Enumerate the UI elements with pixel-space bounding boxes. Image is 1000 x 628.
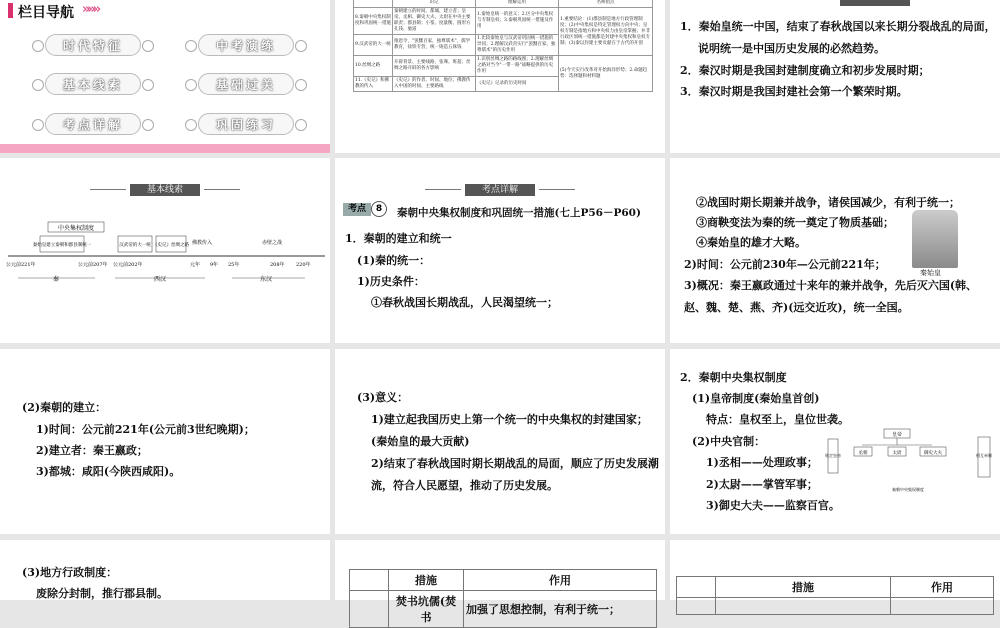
text-line: 流，符合人民愿望，推动了历史发展。 <box>371 479 558 492</box>
text-line: (2)秦朝的建立： <box>22 401 107 414</box>
table-cell: 《史记》的作者、时间、地位；佛教传入中国的时间、主要路线 <box>393 77 476 92</box>
text-line: 特点：皇权至上，皇位世袭。 <box>706 413 849 426</box>
table-row <box>354 8 653 35</box>
text-line: (1)皇帝制度(秦始皇首创) <box>692 392 820 405</box>
timeline-tick: 208年 <box>270 262 285 268</box>
text-line: 2)结束了春秋战国时期长期战乱的局面，顺应了历史发展潮 <box>371 457 659 470</box>
text-line: 说明统一是中国历史发展的必然趋势。 <box>698 42 885 55</box>
diagram-label: 御史大夫 <box>924 451 942 456</box>
slide-central-system[interactable] <box>670 349 1000 534</box>
timeline-tick: 220年 <box>296 262 311 268</box>
kaodian-badge: 考点 <box>343 203 371 216</box>
text-line: ③商鞅变法为秦的统一奠定了物质基础； <box>696 216 894 229</box>
slide-timeline[interactable] <box>0 158 330 343</box>
text-line: 1)历史条件： <box>357 275 425 288</box>
nav-bottom-bar <box>0 144 330 153</box>
text-line: ④秦始皇的雄才大略。 <box>696 236 806 249</box>
slide-curriculum-table[interactable] <box>335 0 665 153</box>
slide-meaning[interactable] <box>335 349 665 534</box>
diagram-caption: 秦朝中央集权制度 <box>892 487 924 492</box>
text-line: 3)概况：秦王嬴政通过十来年的兼并战争，先后灭六国(韩、 <box>684 279 978 292</box>
period-label: 秦 <box>52 276 60 283</box>
table-cell: 开辟背景、主要线路，张骞、班超；丝绸之路开辟的各方影响 <box>393 56 476 77</box>
text-line: 3)都城：咸阳(今陕西咸阳)。 <box>36 465 181 478</box>
text-line: 废除分封制，推行郡县制。 <box>36 587 168 600</box>
nav-accent-bar <box>8 3 13 18</box>
timeline-tick: 9年 <box>210 262 219 268</box>
banner-fragment <box>840 0 910 6</box>
table-cell: (5)今天实行改革对开始海洋形势；2.命题趋势：选择题和材料题 <box>559 56 653 92</box>
table-header-cell <box>677 577 716 598</box>
timeline-box-label: 《史记》丝绸之路 <box>153 243 189 248</box>
table-cell-topic: 10.丝绸之路 <box>354 56 393 77</box>
table-cell: 《史记》记录的历史时间 <box>476 77 559 92</box>
nav-button-clue[interactable]: 基本线索 <box>45 73 141 95</box>
table-header-cell: 作用 <box>891 577 994 598</box>
slide-establishment[interactable] <box>0 349 330 534</box>
timeline-tick: 公元前221年 <box>6 262 36 268</box>
timeline-tick: 公元前207年 <box>78 262 108 268</box>
text-line: 2)时间：公元前230年—公元前221年； <box>684 258 886 271</box>
table-cell-topic: 9.汉武帝的大一统 <box>354 35 393 56</box>
text-line: 1)时间：公元前221年(公元前3世纪晚期)； <box>36 423 255 436</box>
timeline-box-label: 秦始皇建立秦朝和郡县制统一 <box>32 243 92 248</box>
banner-label: 基本线索 <box>130 184 200 196</box>
table-header-cell: 名师指点 <box>559 0 653 8</box>
table-cell <box>677 598 716 615</box>
measures-table <box>349 569 657 628</box>
table-header-cell <box>350 570 389 591</box>
banner-label: 考点详解 <box>465 184 535 196</box>
diagram-label: 太尉 <box>892 451 902 456</box>
table-cell: 焚书坑儒(焚书 <box>389 591 464 628</box>
text-line: 1．秦朝的建立和统一 <box>345 232 452 245</box>
text-line: 3)御史大夫——监察百官。 <box>706 499 840 512</box>
text-line: 2)太尉——掌管军事； <box>706 478 818 491</box>
timeline-tick: 25年 <box>228 262 240 268</box>
timeline-box-label: 中央集权制度 <box>57 225 95 232</box>
table-header-cell <box>354 0 393 8</box>
table-header-cell: 作用 <box>464 570 657 591</box>
diagram-label: 相互牵制 <box>976 453 992 458</box>
table-header-cell: 措施 <box>716 577 891 598</box>
nav-button-practice[interactable]: 巩固练习 <box>198 113 294 135</box>
slide-navigation[interactable] <box>0 0 330 153</box>
timeline-label: 佛教传入 <box>192 240 213 246</box>
banner-line <box>204 189 240 190</box>
table-cell-topic: 8.秦朝中央集权制度和巩固统一措施 <box>354 8 393 35</box>
slide-conditions[interactable] <box>670 158 1000 343</box>
table-cell <box>350 591 389 628</box>
banner-line <box>425 189 461 190</box>
table-header-cell: 识记 <box>393 0 476 8</box>
banner-line <box>539 189 575 190</box>
table-cell: 1.秦始皇统一的意义；2.区分中央集权与专制皇权；3.秦朝巩固统一措施及作用 <box>476 8 559 35</box>
kaodian-number: 8 <box>371 201 387 217</box>
text-line: ②战国时期长期兼并战争，诸侯国减少，有利于统一； <box>696 196 960 209</box>
table-header-row <box>350 570 657 591</box>
diagram-label: 皇帝 <box>891 432 903 438</box>
table-header-row <box>677 577 994 598</box>
timeline-tick: 公元前202年 <box>113 262 143 268</box>
timeline-label: 赤壁之战 <box>262 240 283 246</box>
banner <box>425 182 575 198</box>
text-line: (2)中央官制： <box>692 435 766 448</box>
text-line: 2．秦汉时期是我国封建制度确立和初步发展时期； <box>680 64 930 77</box>
text-line: 1．秦始皇统一中国，结束了春秋战国以来长期分裂战乱的局面， <box>680 20 996 33</box>
chevron-right-icon: »»» <box>82 2 99 17</box>
table-header-cell: 理解运用 <box>476 0 559 8</box>
text-line: 3．秦汉时期是我国封建社会第一个繁荣时期。 <box>680 85 908 98</box>
slide-measures-table[interactable] <box>335 540 665 624</box>
text-line: (3)意义： <box>357 391 409 404</box>
period-label: 东汉 <box>259 276 273 283</box>
table-cell: 推恩令，"罢黜百家，独尊儒术"，儒学教育，盐铁专营，统一铸造五铢钱 <box>393 35 476 56</box>
table-row <box>677 598 994 615</box>
slide-measures-table-2[interactable] <box>670 540 1000 600</box>
portrait-image <box>912 210 958 268</box>
table-cell: 1.重要结论：(1)郡县制是地方行政管理制度；(2)中央集权是特定管理权力向中央；皇权专制是指地方和中央权力由皇帝掌握；并非行政区划统一措施都是封建中央集权和皇权专制；(3)秦以封建主要贡献在于古代的开创 <box>559 8 653 56</box>
timeline-diagram <box>0 216 330 346</box>
portrait-caption: 秦始皇 <box>920 269 941 277</box>
table-cell: 1.识别丝绸之路的路线图；2.理解丝绸之路对当今"一带一路"战略提供的历史作用 <box>476 56 559 77</box>
kaodian-title: 秦朝中央集权制度和巩固统一措施(七上P56－P60) <box>397 207 641 219</box>
nav-header <box>0 0 330 22</box>
table-cell: 加强了思想控制，有利于统一； <box>464 591 657 628</box>
nav-button-exam[interactable]: 中考演练 <box>198 34 294 56</box>
diagram-label: 丞相 <box>858 451 868 456</box>
nav-button-era[interactable]: 时代特征 <box>45 34 141 56</box>
nav-title: 栏目导航 <box>18 5 74 21</box>
period-label: 西汉 <box>153 276 167 283</box>
banner <box>90 182 240 198</box>
table-header-row <box>354 0 653 8</box>
measures-table <box>676 576 994 615</box>
table-cell <box>891 598 994 615</box>
text-line: (秦始皇的最大贡献) <box>371 435 470 448</box>
timeline-box-label: 汉武帝的大一统 <box>119 243 151 248</box>
text-line: 赵、魏、楚、燕、齐)(远交近攻)，统一全国。 <box>684 301 909 314</box>
table-row <box>350 591 657 628</box>
text-line: 2)建立者：秦王嬴政； <box>36 444 148 457</box>
text-line: 1)丞相——处理政事； <box>706 456 818 469</box>
slide-era-significance[interactable] <box>670 0 1000 153</box>
text-line: (1)秦的统一： <box>357 254 431 267</box>
table-header-cell: 措施 <box>389 570 464 591</box>
diagram-label: 规定皇帝 <box>825 453 841 458</box>
curriculum-table <box>353 0 653 92</box>
text-line: 2．秦朝中央集权制度 <box>680 371 787 384</box>
slide-local-system[interactable] <box>0 540 330 600</box>
table-cell: 1.比较秦始皇与汉武帝巩固统一措施的异同；2.理解汉武帝实行"罢黜百家，独尊儒术"的历史作用 <box>476 35 559 56</box>
slide-kaodian[interactable] <box>335 158 665 343</box>
banner-line <box>90 189 126 190</box>
central-system-diagram <box>825 427 993 497</box>
text-line: 1)建立起我国历史上第一个统一的中央集权的封建国家； <box>371 413 648 426</box>
nav-button-detail[interactable]: 考点详解 <box>45 113 141 135</box>
timeline-tick: 元年 <box>190 262 201 268</box>
text-line: ①春秋战国长期战乱，人民渴望统一； <box>371 296 558 309</box>
table-row <box>354 56 653 77</box>
table-cell: 秦朝建立的时间、都城、建立者；皇帝、丞相、御史大夫、太尉在中央主要职责；郡县制；小篆、度量衡、圆形方孔钱、驰道 <box>393 8 476 35</box>
table-cell <box>716 598 891 615</box>
table-cell-topic: 11.《史记》和佛教的传入 <box>354 77 393 92</box>
text-line: (3)地方行政制度： <box>22 566 118 579</box>
nav-button-basic[interactable]: 基础过关 <box>198 73 294 95</box>
